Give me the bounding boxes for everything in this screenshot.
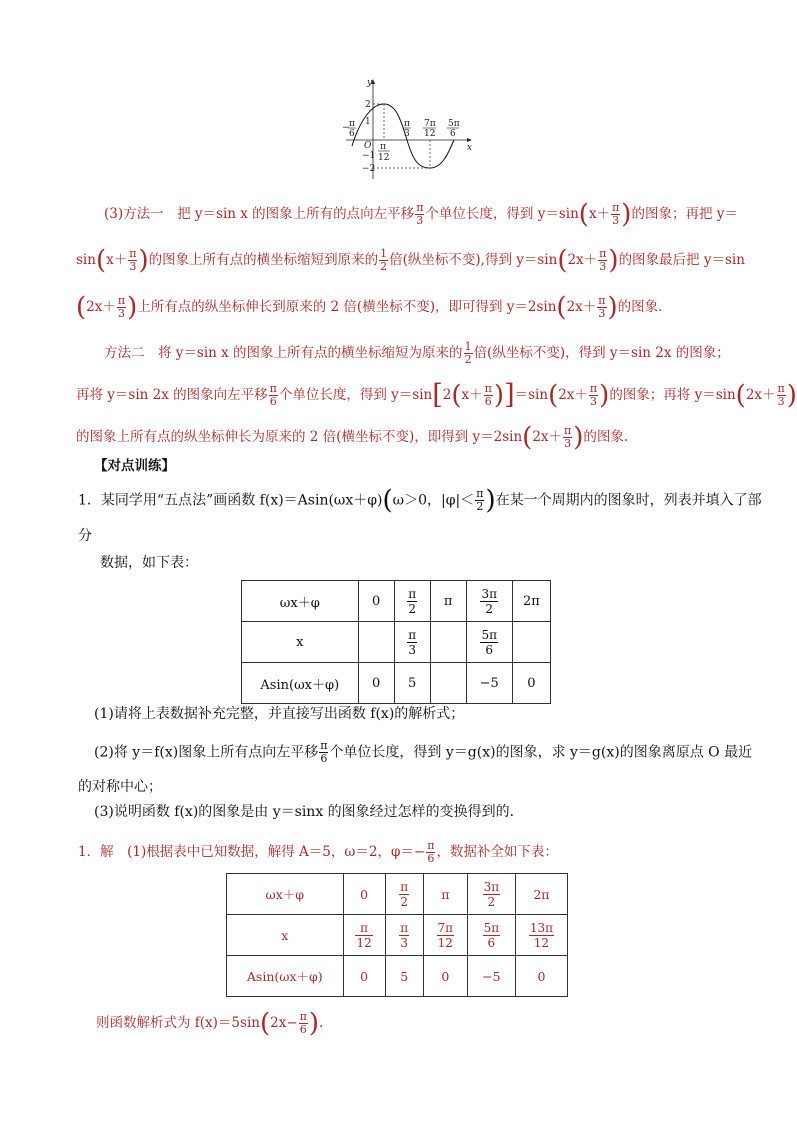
origin-label: O	[364, 141, 372, 151]
practice-heading: 【对点训练】	[94, 458, 175, 474]
table-cell: x	[242, 622, 359, 663]
table-cell: $\frac{3\pi}{2}$	[467, 874, 515, 915]
table-cell: $\frac{3\pi}{2}$	[466, 581, 512, 622]
subquestion-1: (1)请将上表数据补充完整，并直接写出函数 f(x)的解析式；	[94, 706, 465, 722]
y-axis-label: y	[367, 78, 373, 88]
practice-table	[241, 580, 551, 704]
table-cell: $\frac{\pi}{2}$	[385, 874, 423, 915]
x-tick-neg-pi-6	[342, 119, 356, 139]
table-row	[242, 622, 551, 663]
table-row	[242, 663, 551, 704]
svg-text:6: 6	[450, 129, 456, 139]
answer-table	[226, 873, 568, 997]
table-cell	[430, 622, 466, 663]
table-cell: $\frac{\pi}{3}$	[394, 622, 430, 663]
y-tick-neg1: −1	[362, 151, 376, 161]
subquestion-3: (3)说明函数 f(x)的图象是由 y＝sinx 的图象经过怎样的变换得到的．	[94, 804, 524, 820]
x-axis-arrow	[467, 138, 472, 142]
table-row	[227, 915, 568, 956]
answer-intro: 1．解 (1)根据表中已知数据，解得 A＝5，ω＝2，φ＝− $\frac{\pi}{6}$ ，数据补全如下表：	[78, 839, 558, 865]
table-row	[242, 581, 551, 622]
table-cell: −5	[466, 663, 512, 704]
subquestion-2-line2: 的对称中心；	[78, 779, 162, 795]
table-cell: $\frac{7\pi}{12}$	[423, 915, 467, 956]
x-tick-pi-3	[403, 119, 411, 139]
table-cell: −5	[467, 956, 515, 997]
sine-graph-figure	[338, 74, 478, 184]
method2-line2: 再将 y＝sin 2x 的图象向左平移 $\frac{\pi}{6}$ 个单位长度，得到 y＝sin[2(x＋ $\frac{\pi}{6}$ )]＝sin(2x＋ $\frac{\pi}{3}$ )的图象；再将 y＝sin(2x＋ $\frac{\pi}{3}$ )	[76, 379, 797, 411]
svg-text:π: π	[404, 119, 410, 129]
answer-result: 则函数解析式为 f(x)＝5sin(2x− $\frac{\pi}{6}$ ).	[96, 1008, 324, 1039]
method2-line1: 方法二 将 y＝sin x 的图象上所有点的横坐标缩短为原来的 $\frac{1}{2}$ 倍(纵坐标不变)，得到 y＝sin 2x 的图象；	[104, 340, 730, 366]
table-cell: π	[423, 874, 467, 915]
svg-text:12: 12	[378, 153, 390, 163]
method2-line3: 的图象上所有点的纵坐标伸长为原来的 2 倍(横坐标不变)，即得到 y＝2sin(2x＋ $\frac{\pi}{3}$ )的图象.	[76, 422, 629, 453]
method1-line1: (3)方法一 把 y＝sin x 的图象上所有的点向左平移 $\frac{\pi}{3}$ 个单位长度，得到 y＝sin(x＋ $\frac{\pi}{3}$ )的图象；再把 y＝	[104, 199, 738, 230]
x-tick-7pi-12	[423, 119, 436, 139]
table-cell: π	[430, 581, 466, 622]
table-cell: Asin(ωx＋φ)	[242, 663, 359, 704]
table-cell: 0	[343, 874, 385, 915]
table-cell: ωx＋φ	[242, 581, 359, 622]
table-cell: $\frac{\pi}{2}$	[394, 581, 430, 622]
table-cell: x	[227, 915, 344, 956]
table-row	[227, 956, 568, 997]
svg-text:6: 6	[349, 129, 355, 139]
table-cell: 5	[385, 956, 423, 997]
table-cell: $\frac{13\pi}{12}$	[515, 915, 567, 956]
y-tick-2: 2	[365, 100, 371, 110]
table-cell: 5	[394, 663, 430, 704]
table-cell: ωx＋φ	[227, 874, 344, 915]
table-cell: 0	[358, 581, 394, 622]
subquestion-2-line1: (2)将 y＝f(x)图象上所有点向左平移 $\frac{\pi}{6}$ 个单位长度，得到 y＝g(x)的图象，求 y＝g(x)的图象离原点 O 最近	[94, 739, 753, 765]
table-cell	[512, 622, 550, 663]
svg-text:π: π	[349, 119, 355, 129]
svg-text:π: π	[380, 142, 386, 152]
y-tick-1: 1	[365, 117, 371, 127]
svg-text:3: 3	[404, 129, 410, 139]
table-cell: $\frac{5\pi}{6}$	[466, 622, 512, 663]
table-cell: 0	[358, 663, 394, 704]
table-cell: 0	[423, 956, 467, 997]
svg-text:5π: 5π	[448, 119, 460, 129]
table-row	[227, 874, 568, 915]
question1-line1: 1．某同学用“五点法”画函数 f(x)＝Asin(ωx＋φ)(ω＞0，|φ|＜ $\frac{\pi}{2}$ )在某一个周期内的图象时，列表并填入了部	[78, 485, 762, 516]
table-cell: 2π	[512, 581, 550, 622]
x-tick-5pi-6	[447, 119, 460, 139]
table-cell: 0	[512, 663, 550, 704]
table-cell: 2π	[515, 874, 567, 915]
table-cell: 0	[515, 956, 567, 997]
question1-line3: 数据，如下表：	[100, 555, 198, 571]
x-axis-label: x	[467, 143, 473, 153]
x-tick-pi-12	[378, 142, 390, 163]
table-cell	[358, 622, 394, 663]
table-cell	[430, 663, 466, 704]
table-cell: Asin(ωx＋φ)	[227, 956, 344, 997]
question1-line2: 分	[78, 528, 92, 544]
table-cell: $\frac{\pi}{3}$	[385, 915, 423, 956]
table-cell: $\frac{5\pi}{6}$	[467, 915, 515, 956]
svg-text:12: 12	[424, 129, 436, 139]
method1-line2: sin(x＋ $\frac{\pi}{3}$ )的图象上所有点的横坐标缩短到原来的 $\frac{1}{2}$ 倍(纵坐标不变),得到 y＝sin(2x＋ $\frac{\pi}{3}$ )的图象最后把 y＝sin	[76, 245, 745, 276]
table-cell: 0	[343, 956, 385, 997]
y-tick-neg2: −2	[362, 164, 376, 174]
svg-text:−: −	[342, 123, 350, 133]
table-cell: $\frac{\pi}{12}$	[343, 915, 385, 956]
svg-text:7π: 7π	[424, 119, 436, 129]
method1-line3: (2x＋ $\frac{\pi}{3}$ )上所有点的纵坐标伸长到原来的 2 倍(横坐标不变)，即可得到 y＝2sin(2x＋ $\frac{\pi}{3}$ )的图象.	[76, 292, 663, 323]
